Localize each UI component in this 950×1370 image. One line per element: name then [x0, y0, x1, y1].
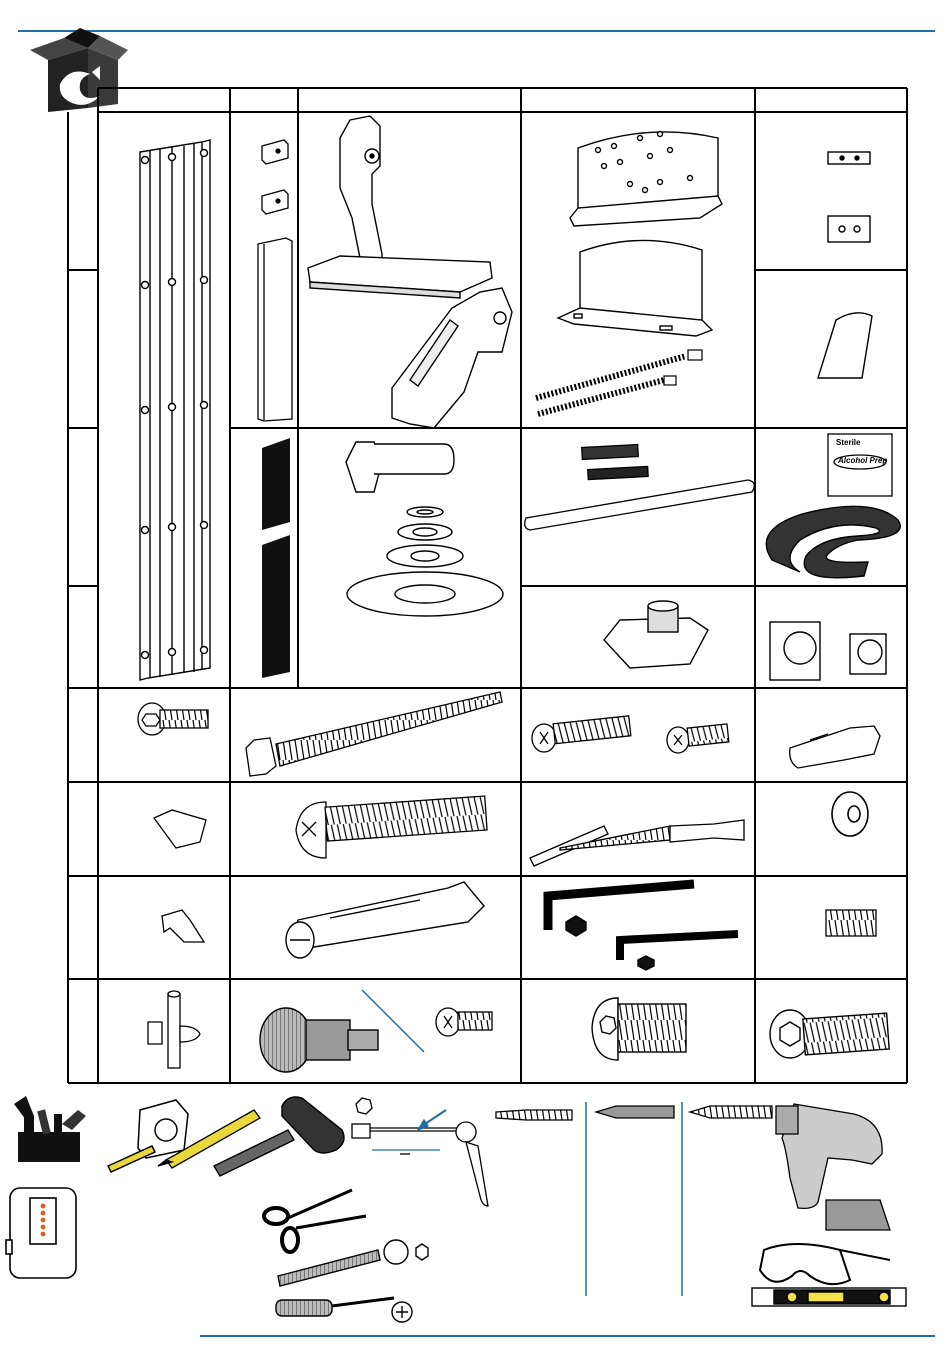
foam-tubing: [766, 506, 900, 577]
alcohol-pad-label: Alcohol Prep: [838, 456, 888, 465]
button-head-screw-long: [770, 1010, 889, 1058]
corner-connectors: [770, 622, 886, 680]
cable-clip: [162, 910, 204, 942]
button-head-screw-short: [138, 703, 208, 735]
washers: [347, 507, 503, 616]
phillips-screw-pair: [532, 716, 729, 753]
socket-head-flat-screw: [592, 998, 686, 1060]
flat-washer: [832, 792, 868, 836]
keyboard-tray-arm: [308, 116, 512, 428]
alcohol-pad-brand: Sterile: [836, 438, 861, 447]
lag-bolt: [246, 692, 502, 776]
scissors-icon: [264, 1190, 366, 1252]
wall-rail: [140, 140, 210, 680]
cable-covers: [262, 438, 290, 678]
thumb-screw: [260, 1008, 378, 1072]
level-icon: [752, 1288, 906, 1306]
mounting-post: [148, 991, 200, 1068]
stud-finder-icon: [6, 1188, 76, 1278]
rail-cover: [258, 238, 292, 421]
flat-head-screw-long: [296, 796, 487, 858]
drill-bit-icon: [496, 1106, 772, 1120]
power-drill-icon: [776, 1104, 890, 1230]
mallet-icon: [214, 1097, 344, 1176]
mounting-bracket-small: [558, 240, 712, 336]
ratchet-icon: [278, 1240, 428, 1286]
drywall-anchor: [286, 882, 484, 958]
toolbox-icon: [14, 1096, 86, 1162]
spacer-plates: [828, 152, 870, 242]
hex-bolt: [346, 442, 454, 492]
wall-anchor-small: [790, 726, 880, 768]
socket-wrench-icon: [352, 1098, 488, 1206]
hex-keys: [548, 884, 738, 970]
mounting-bracket-large: [570, 132, 722, 227]
toggle-bolt: [530, 820, 744, 866]
velcro-and-foam: [525, 445, 755, 530]
rubber-pad: [818, 313, 872, 378]
threaded-insert: [604, 601, 708, 668]
rail-clips: [262, 140, 288, 214]
plastic-wedge: [154, 810, 206, 848]
cable-ties: [536, 350, 702, 414]
phillips-screw-small: [436, 1008, 492, 1036]
screwdriver-icon: [276, 1298, 412, 1322]
safety-glasses-icon: [760, 1244, 890, 1284]
box-icon: [30, 28, 128, 112]
set-screw: [826, 910, 876, 936]
